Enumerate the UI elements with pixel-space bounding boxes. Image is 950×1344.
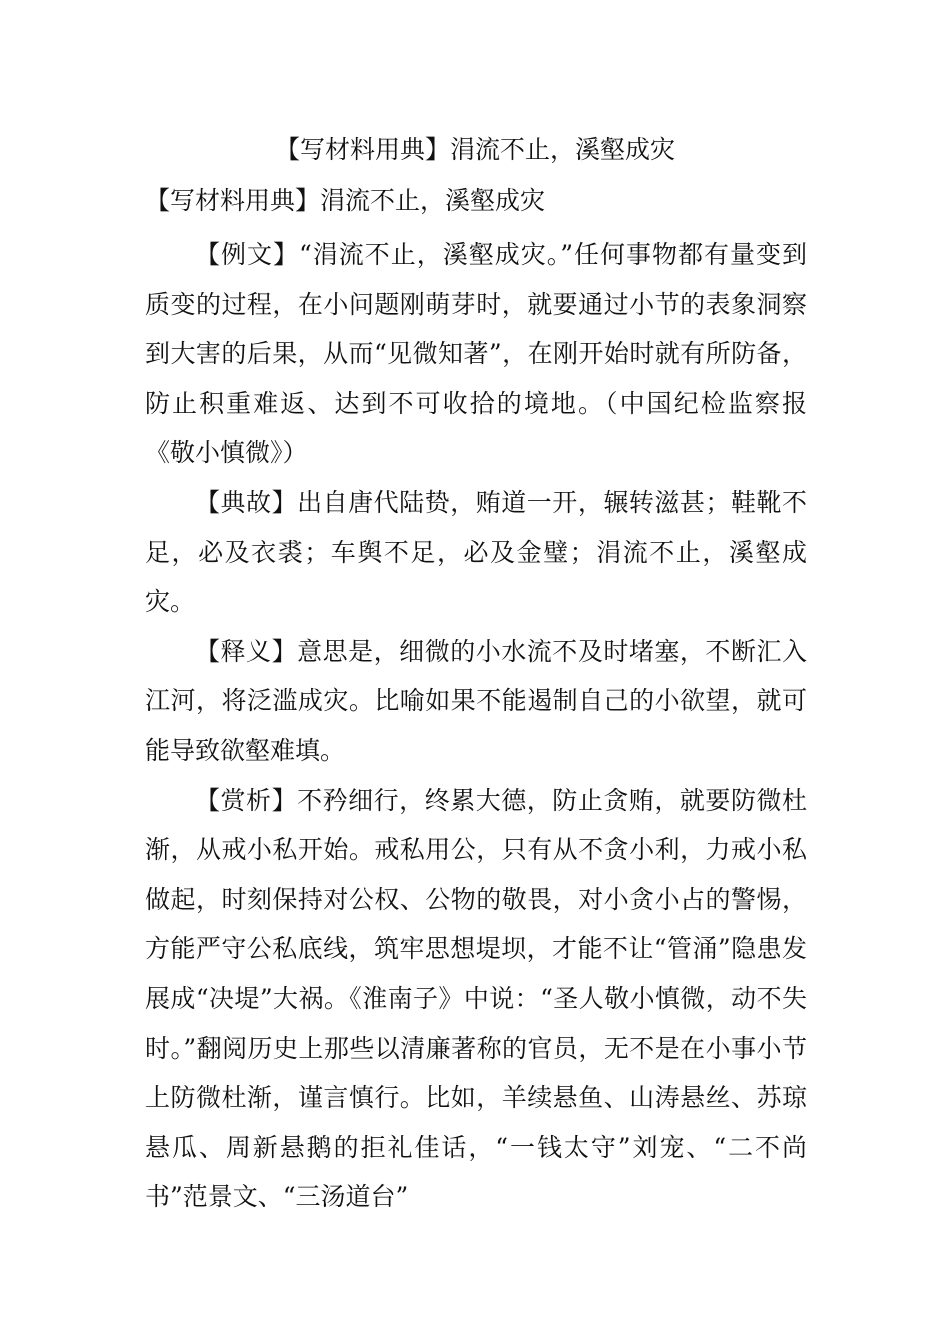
document-body bbox=[145, 230, 807, 1222]
document-subtitle: 【写材料用典】涓流不止，溪壑成灾 bbox=[145, 186, 546, 215]
paragraph-allusion: 【典故】出自唐代陆贽，贿道一开，辗转滋甚；鞋靴不足，必及衣裘；车舆不足，必及金璧；涓流不止，溪壑成灾。 bbox=[145, 487, 807, 617]
paragraph-interpretation: 【释义】意思是，细微的小水流不及时堵塞，不断汇入江河，将泛滥成灾。比喻如果不能遏制自己的小欲望，就可能导致欲壑难填。 bbox=[145, 636, 807, 765]
paragraph-appreciation: 【赏析】不矜细行，终累大德，防止贪贿，就要防微杜渐，从戒小私开始。戒私用公，只有从不贪小利，力戒小私做起，时刻保持对公权、公物的敬畏，对小贪小占的警惕，方能严守公私底线，筑牢思想堤坝，才能不让“管涌”隐患发展成“决堤”大祸。《淮南子》中说：“圣人敬小慎微，动不失时。”翻阅历史上那些以清廉著称的官员，无不是在小事小节上防微杜渐，谨言慎行。比如，羊续悬鱼、山涛悬丝、苏琼悬瓜、周新悬鹅的拒礼佳话，“一钱太守”刘宠、“二不尚书”范景文、“三汤道台” bbox=[145, 785, 807, 1212]
document-title: 【写材料用典】涓流不止，溪壑成灾 bbox=[274, 135, 675, 164]
paragraph-example: 【例文】“涓流不止，溪壑成灾。”任何事物都有量变到质变的过程，在小问题刚萌芽时，就要通过小节的表象洞察到大害的后果，从而“见微知著”，在刚开始时就有所防备，防止积重难返、达到不可收拾的境地。（中国纪检监察报《敬小慎微》） bbox=[145, 240, 807, 468]
